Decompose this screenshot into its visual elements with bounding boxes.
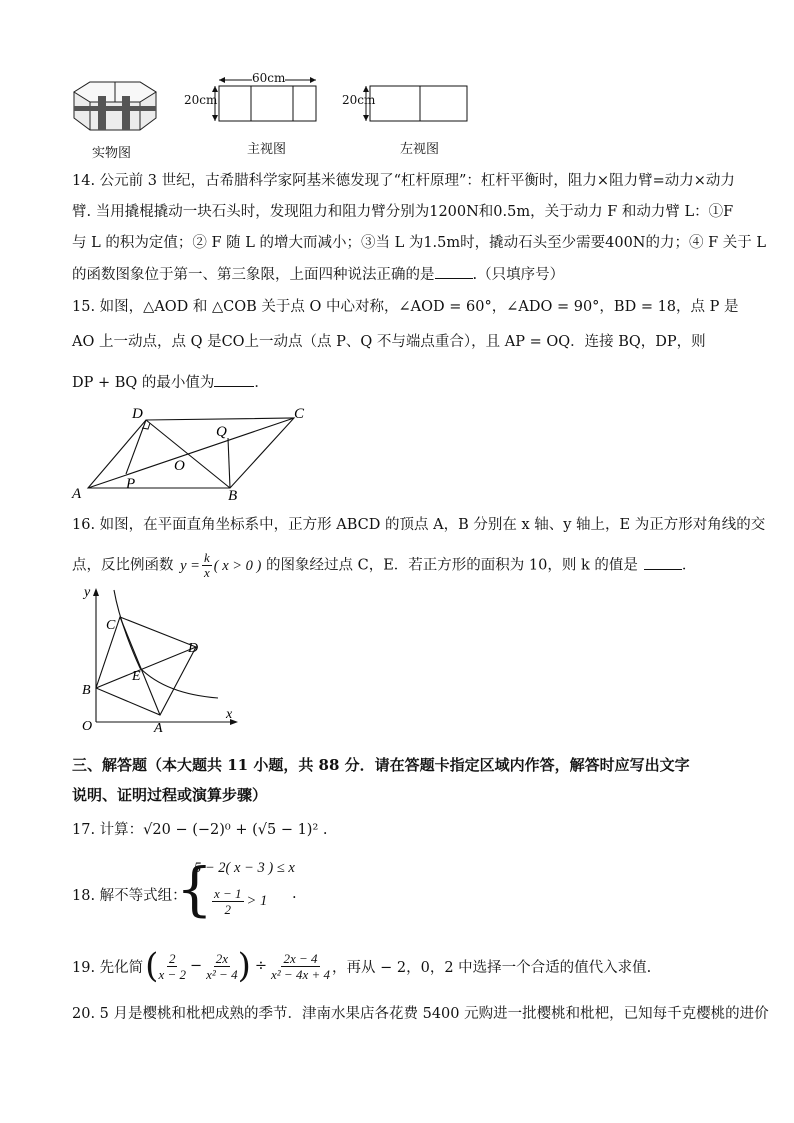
q14-answer-blank[interactable] <box>435 264 473 279</box>
q16-fraction <box>202 551 212 580</box>
q16-fraction-den: x <box>203 565 210 580</box>
q15-label-A: A <box>72 486 82 502</box>
q15-line2: AO 上一动点，点 Q 是CO上一动点（点 P、Q 不与端点重合），且 AP = OQ．连接 BQ，DP，则 <box>72 334 706 350</box>
q17-line: 17. 计算：√20 − (−2)⁰ + (√5 − 1)² . <box>72 822 328 838</box>
q19-frac2-num: 2x <box>215 950 228 966</box>
q15-line3-end: ． <box>254 375 269 391</box>
q15-label-C: C <box>294 406 305 422</box>
q19-frac1-num: 2 <box>168 950 176 966</box>
q19-minus: − <box>189 958 203 974</box>
q19-frac3-den: x² − 4x + 4 <box>271 966 330 982</box>
q15-label-Q: Q <box>216 424 227 440</box>
q14-line4 <box>72 264 564 285</box>
q14-line4-end: .（只填序号） <box>472 267 565 283</box>
front-width-label: 60cm <box>252 71 286 85</box>
q19-frac3 <box>271 951 330 982</box>
q19-suffix: ，再从 − 2，0，2 中选择一个合适的值代入求值. <box>332 959 652 976</box>
q16-formula-cond: ( x > 0 ) <box>213 557 262 574</box>
q20-line: 20. 5 月是樱桃和枇杷成熟的季节．津南水果店各花费 5400 元购进一批樱桃和枇杷，已知每千克樱桃的进价 <box>72 1006 769 1022</box>
q14-line2: 臂. 当用撬棍撬动一块石头时，发现阻力和阻力臂分别为1200N和0.5m，关于动力 F 和动力臂 L：①F <box>72 204 734 220</box>
q18-suffix: . <box>292 886 297 902</box>
q19-div: ÷ <box>254 958 268 974</box>
q19-lparen: ( <box>145 946 159 986</box>
caption-front: 主视图 <box>247 142 287 157</box>
q15-line3-text: DP + BQ 的最小值为 <box>72 375 215 391</box>
q18-prefix: 18. 解不等式组： <box>72 888 187 904</box>
q14-line3: 与 L 的积为定值；② F 随 L 的增大而减小；③当 L 为1.5m时，撬动石头至少需要400N的力；④ F 关于 L <box>72 235 767 251</box>
q18-rel: > 1 <box>246 893 268 909</box>
q16-figure <box>76 584 246 734</box>
q15-label-B: B <box>228 488 238 502</box>
q15-label-O: O <box>174 458 185 474</box>
q16-fraction-num: k <box>203 550 210 565</box>
caption-real: 实物图 <box>92 146 132 161</box>
q16-label-O: O <box>82 719 93 734</box>
solid-figure <box>70 78 160 138</box>
q18-brace: { <box>176 855 213 923</box>
q16-label-D: D <box>188 641 199 656</box>
left-height-label: 20cm <box>342 93 376 107</box>
q18-inequality-1: 5 − 2( x − 3 ) ≤ x <box>194 860 295 876</box>
q16-line1: 16. 如图，在平面直角坐标系中，正方形 ABCD 的顶点 A，B 分别在 x 轴、y 轴上，E 为正方形对角线的交 <box>72 517 766 533</box>
front-height-label: 20cm <box>184 93 218 107</box>
q16-answer-blank[interactable] <box>644 555 682 570</box>
q16-label-y: y <box>84 585 91 600</box>
q18-fraction-num: x − 1 <box>214 886 242 901</box>
q19-prefix: 19. 先化简 <box>72 959 144 976</box>
q16-label-C: C <box>106 618 116 633</box>
q16-label-A: A <box>154 721 163 734</box>
q16-formula-y: y = <box>180 557 200 574</box>
q19-frac2 <box>206 951 237 982</box>
q18-fraction-den: 2 <box>224 902 232 917</box>
q18-fraction <box>212 886 244 917</box>
q16-line2 <box>72 551 696 580</box>
q16-label-E: E <box>132 669 141 684</box>
q15-label-P: P <box>126 476 136 492</box>
q19-frac3-num: 2x − 4 <box>283 950 318 966</box>
q16-line2-rest: 的图象经过点 C，E．若正方形的面积为 10，则 k 的值是 <box>266 557 638 574</box>
q16-formula <box>180 551 261 580</box>
section3-heading-line1: 三、解答题（本大题共 11 小题，共 88 分．请在答题卡指定区域内作答，解答时应写出文字 <box>72 756 690 774</box>
q16-line2-text: 点，反比例函数 <box>72 557 174 574</box>
q15-label-D: D <box>132 406 143 422</box>
caption-left: 左视图 <box>400 142 440 157</box>
q15-line3 <box>72 372 269 393</box>
q16-label-x: x <box>226 707 233 722</box>
q19-line <box>72 946 651 986</box>
q19-frac2-den: x² − 4 <box>206 966 238 982</box>
section3-heading-line2: 说明、证明过程或演算步骤） <box>72 786 268 804</box>
q16-label-B: B <box>82 683 91 698</box>
q14-line1: 14. 公元前 3 世纪，古希腊科学家阿基米德发现了“杠杆原理”：杠杆平衡时，阻力×阻力臂=动力×动力 <box>72 173 735 189</box>
q15-line1: 15. 如图，△AOD 和 △COB 关于点 O 中心对称，∠AOD = 60°，∠ADO = 90°，BD = 18，点 P 是 <box>72 299 739 315</box>
q16-line2-end: ． <box>681 557 697 574</box>
q18-inequality-2 <box>212 886 267 917</box>
q19-rparen: ) <box>237 946 251 986</box>
q19-frac1-den: x − 2 <box>158 966 186 982</box>
q15-figure <box>68 402 318 502</box>
q18-block <box>72 855 392 928</box>
q14-line4-text: 的函数图象位于第一、第三象限，上面四种说法正确的是 <box>72 267 435 283</box>
q19-frac1 <box>158 951 186 982</box>
q15-answer-blank[interactable] <box>214 372 254 387</box>
